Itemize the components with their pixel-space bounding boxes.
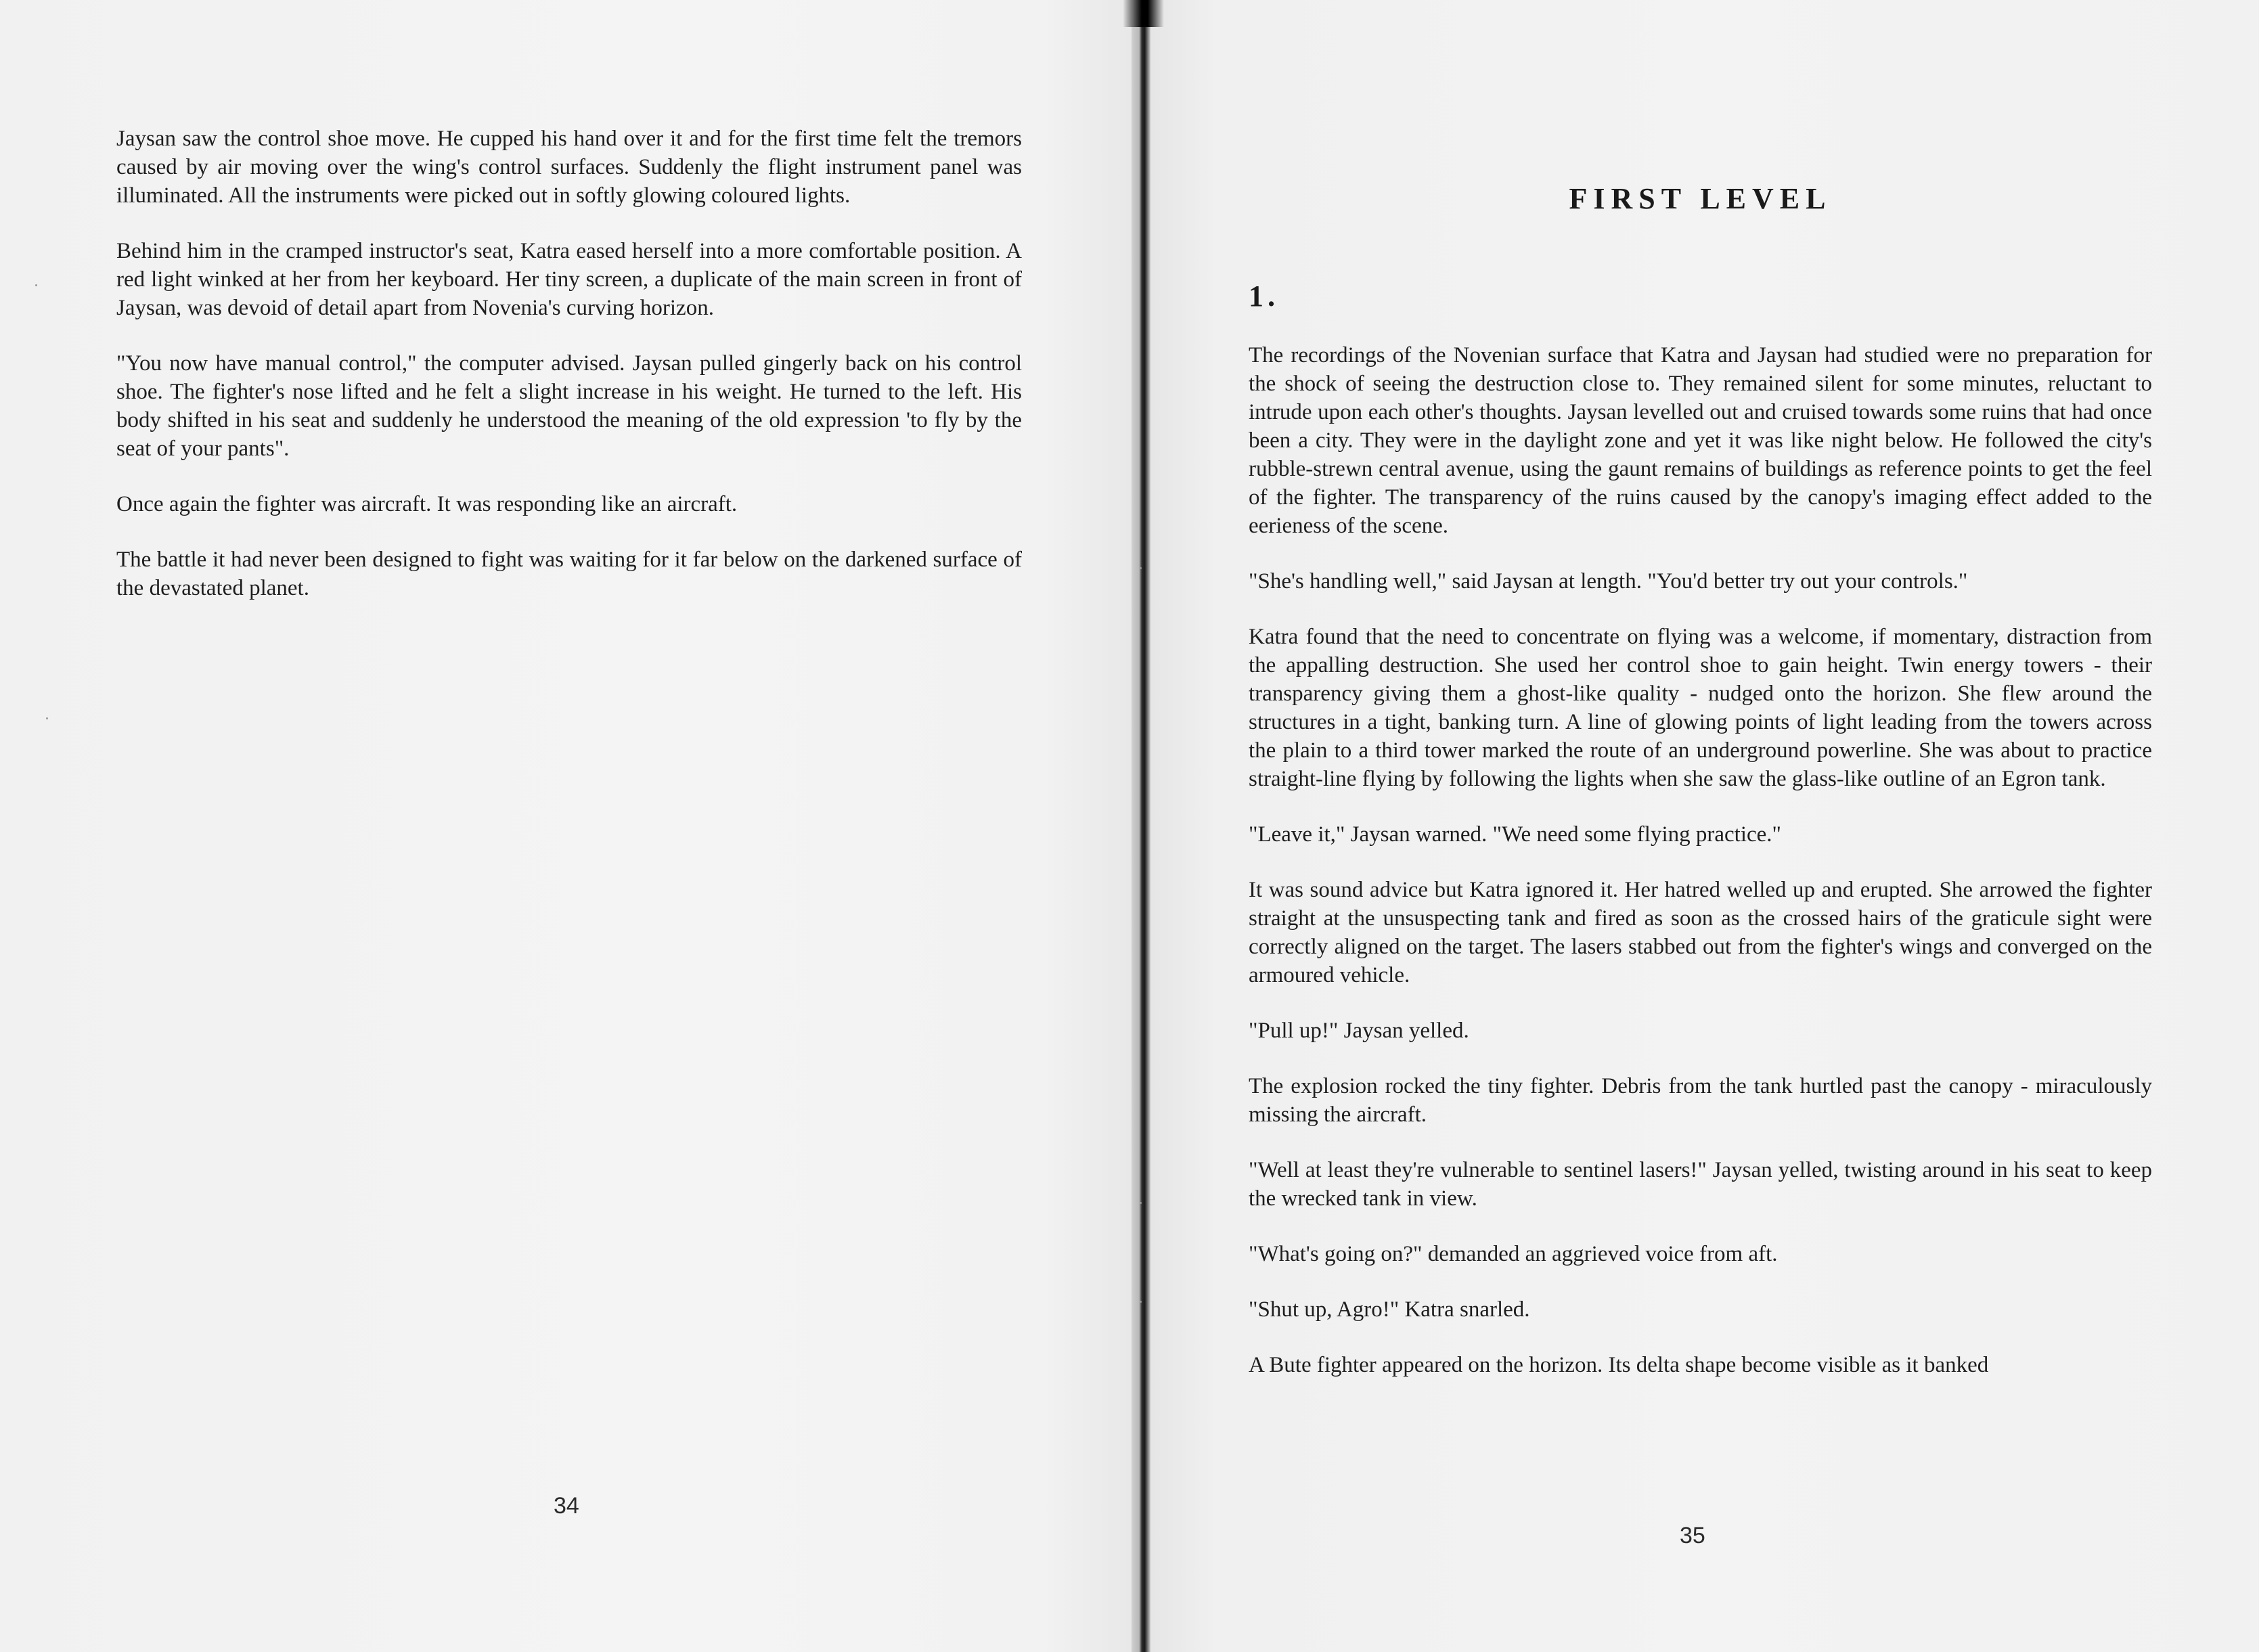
- paragraph: Jaysan saw the control shoe move. He cupped his hand over it and for the first time felt the tremors caused by air moving over the wing's control surfaces. Suddenly the flight instrument panel was illuminated. All the instruments were picked out in softly glowing coloured lights.: [116, 127, 1022, 208]
- paragraph: "Well at least they're vulnerable to sentinel lasers!" Jaysan yelled, twisting around in his seat to keep the wrecked tank in view.: [1249, 1158, 2152, 1211]
- chapter-title: FIRST LEVEL: [1569, 182, 1832, 215]
- paragraph: "Shut up, Agro!" Katra snarled.: [1249, 1297, 1530, 1322]
- paragraph: The recordings of the Novenian surface that Katra and Jaysan had studied were no preparation for the shock of seeing the destruction close to. They remained silent for some minutes, reluctant to intrude upon each other's thoughts. Jaysan levelled out and cruised towards some ruins that had once been a city. They were in the daylight zone and yet it was like night below. He followed the city's rubble-strewn central avenue, using the gaunt remains of buildings as reference points to get the feel of the fighter. The transparency of the ruins caused by the canopy's imaging effect added to the eerieness of the scene.: [1249, 343, 2152, 538]
- paragraph: The explosion rocked the tiny fighter. Debris from the tank hurtled past the canopy - miraculously missing the aircraft.: [1249, 1074, 2152, 1127]
- paragraph: Behind him in the cramped instructor's seat, Katra eased herself into a more comfortable position. A red light winked at her from her keyboard. Her tiny screen, a duplicate of the main screen in front of Jaysan, was devoid of detail apart from Novenia's curving horizon.: [116, 239, 1022, 320]
- scan-speck: [1140, 1202, 1142, 1204]
- paragraph: "She's handling well," said Jaysan at length. "You'd better try out your controls.": [1249, 569, 1968, 594]
- book-gutter: [1132, 0, 1150, 1652]
- scan-speck: [1140, 1301, 1142, 1303]
- left-page-text: [116, 125, 1022, 629]
- section-number: 1.: [1249, 280, 1279, 313]
- gutter-shadow: [1123, 0, 1164, 27]
- paragraph: Katra found that the need to concentrate on flying was a welcome, if momentary, distraction from the appalling destruction. She used her control shoe to gain height. Twin energy towers - their transparency giving them a ghost-like quality - nudged onto the horizon. She flew around the structures in a tight, banking turn. A line of glowing points of light leading from the towers across the plain to a third tower marked the route of an underground powerline. She was about to practice straight-line flying by following the lights when she saw the glass-like outline of an Egron tank.: [1249, 625, 2152, 791]
- scan-speck: [35, 284, 37, 286]
- paragraph: A Bute fighter appeared on the horizon. Its delta shape become visible as it banked: [1249, 1353, 1989, 1377]
- right-page-text: [1249, 341, 2152, 1406]
- paragraph: The battle it had never been designed to fight was waiting for it far below on the darkened surface of the devastated planet.: [116, 548, 1022, 600]
- scan-speck: [1140, 567, 1142, 569]
- paragraph: It was sound advice but Katra ignored it. Her hatred welled up and erupted. She arrowed the fighter straight at the unsuspecting tank and fired as soon as the crossed hairs of the graticule sight were correctly aligned on the target. The lasers stabbed out from the fighter's wings and converged on the armoured vehicle.: [1249, 878, 2152, 987]
- paragraph: "What's going on?" demanded an aggrieved voice from aft.: [1249, 1242, 1778, 1266]
- paragraph: "You now have manual control," the computer advised. Jaysan pulled gingerly back on his control shoe. The fighter's nose lifted and he felt a slight increase in his weight. He turned to the left. His body shifted in his seat and suddenly he understood the meaning of the old expression 'to fly by the seat of your pants".: [116, 351, 1022, 461]
- paragraph: "Pull up!" Jaysan yelled.: [1249, 1019, 1469, 1043]
- scan-speck: [46, 717, 48, 719]
- paragraph: Once again the fighter was aircraft. It was responding like an aircraft.: [116, 492, 738, 516]
- page-number-left: 34: [554, 1493, 579, 1519]
- paragraph: "Leave it," Jaysan warned. "We need some flying practice.": [1249, 822, 1782, 847]
- page-number-right: 35: [1680, 1523, 1705, 1548]
